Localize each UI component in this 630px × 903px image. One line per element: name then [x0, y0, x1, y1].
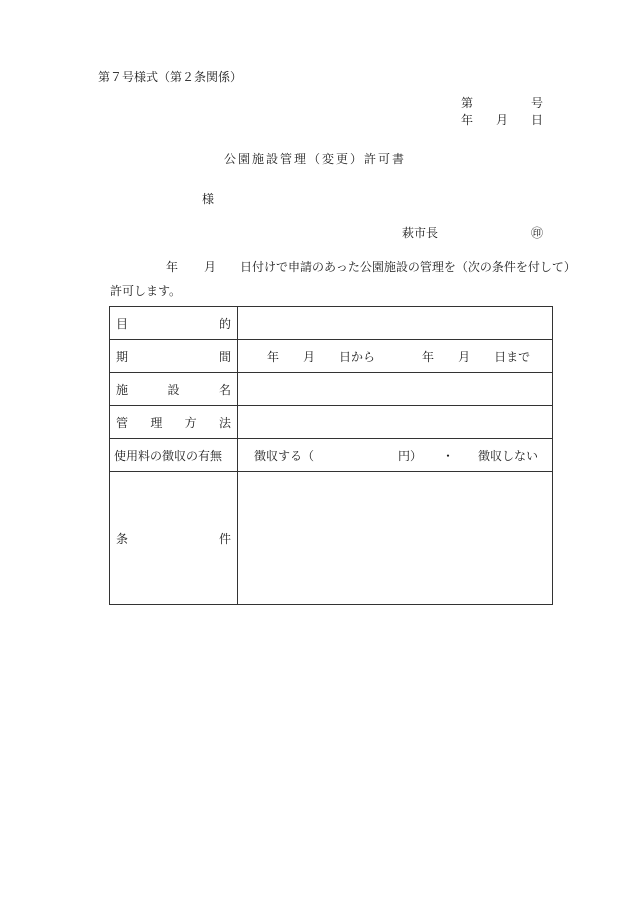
period-label-char: 間	[218, 349, 231, 364]
number-prefix: 第	[461, 96, 474, 110]
facility-label-char: 施	[116, 382, 129, 397]
body-text: 日付けで申請のあった公園施設の管理を（次の条件を付して）	[240, 260, 576, 274]
facility-label-char: 名	[218, 382, 231, 397]
body-text-line-1	[166, 258, 576, 275]
issue-date-line	[461, 111, 543, 128]
period-from-year: 年	[267, 349, 280, 364]
conditions-label-char: 条	[116, 531, 129, 546]
fee-options	[238, 447, 552, 464]
addressee-honorific: 様	[202, 192, 215, 206]
conditions-label-char: 件	[218, 531, 231, 546]
method-value	[238, 406, 553, 439]
fee-yen: 円）	[398, 448, 423, 463]
document-number-line	[461, 94, 543, 111]
method-label-char: 方	[184, 415, 197, 430]
period-from-month: 月	[303, 349, 316, 364]
period-to-year: 年	[422, 349, 435, 364]
facility-label-char: 設	[167, 382, 180, 397]
seal-mark: ㊞	[531, 226, 544, 240]
period-label-char: 期	[116, 349, 129, 364]
period-row	[110, 340, 553, 373]
fee-separator: ・	[442, 448, 455, 463]
facility-row	[110, 373, 553, 406]
date-year: 年	[461, 113, 474, 127]
fee-label: 使用料の徴収の有無	[110, 439, 238, 472]
period-value	[238, 340, 553, 373]
method-label-char: 管	[116, 415, 129, 430]
body-text-line-2: 許可します。	[110, 284, 182, 298]
form-number: 第７号様式（第２条関係）	[98, 70, 243, 84]
period-to-day: 日まで	[494, 349, 531, 364]
facility-label	[110, 373, 238, 406]
period-range	[238, 348, 552, 365]
method-label	[110, 406, 238, 439]
document-title: 公園施設管理（変更）許可書	[223, 152, 406, 166]
date-month: 月	[495, 113, 508, 127]
purpose-value	[238, 307, 553, 340]
fee-value	[238, 439, 553, 472]
fee-no-collect: 徴収しない	[478, 448, 539, 463]
method-label-char: 法	[218, 415, 231, 430]
fee-row	[110, 439, 553, 472]
purpose-label	[110, 307, 238, 340]
conditions-row	[110, 472, 553, 605]
purpose-row	[110, 307, 553, 340]
body-year: 年	[166, 260, 179, 274]
purpose-label-char: 目	[116, 316, 129, 331]
period-to-month: 月	[458, 349, 471, 364]
conditions-value	[238, 472, 553, 605]
period-from-day: 日から	[339, 349, 376, 364]
purpose-label-char: 的	[218, 316, 231, 331]
body-month: 月	[204, 260, 217, 274]
date-day: 日	[530, 113, 543, 127]
method-label-char: 理	[150, 415, 163, 430]
fee-collect: 徴収する（	[254, 448, 315, 463]
conditions-label	[110, 472, 238, 605]
method-row	[110, 406, 553, 439]
number-suffix: 号	[530, 96, 543, 110]
issuer-name: 萩市長	[402, 226, 439, 240]
permit-conditions-table	[109, 306, 553, 605]
period-label	[110, 340, 238, 373]
facility-value	[238, 373, 553, 406]
